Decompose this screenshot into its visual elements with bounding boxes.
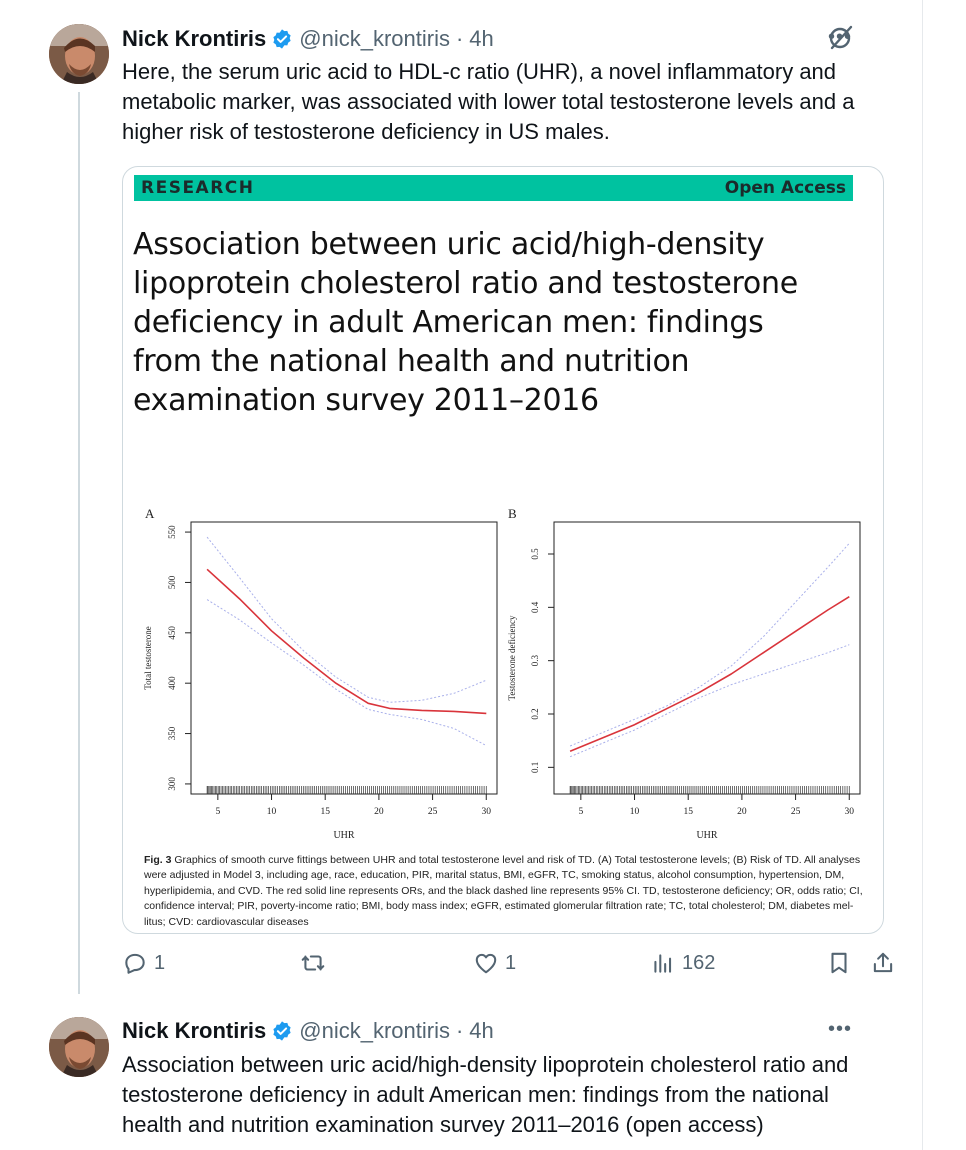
y-tick-label: 300 [167,777,177,791]
thread-connector [78,92,80,994]
y-tick-label: 0.5 [530,548,540,560]
x-tick-label: 15 [320,807,330,817]
paper-title-line: from the national health and nutrition [133,344,690,379]
panel-label: A [145,506,155,521]
y-tick-label: 500 [167,575,177,590]
x-axis-label: UHR [333,830,355,841]
repost-button[interactable] [300,950,332,976]
caption-line: hyperlipidemia, and CVD. The red solid line represents ORs, and the black dashed line represents 95% CI. TD, testosterone deficiency; OR, odds ratio; CI, [144,884,863,897]
x-tick-label: 10 [266,807,277,817]
verified-badge-icon [271,1020,293,1042]
separator-dot: · [455,1018,464,1043]
more-options-icon[interactable]: ••• [827,26,852,48]
x-tick-label: 30 [481,807,492,817]
journal-banner [134,175,853,201]
reply-button[interactable] [122,950,165,976]
tweet-time[interactable]: 4h [469,26,494,51]
paper-title-line: Association between uric acid/high-density [133,227,765,262]
verified-badge-icon [271,28,293,50]
y-tick-label: 400 [167,676,177,690]
views-button[interactable] [650,950,715,976]
caption-line: Graphics of smooth curve fittings between UHR and total testosterone level and risk of TD. (A) Total testosterone levels; (B) Risk of TD. All analyses [174,854,861,866]
tweet-actions [122,950,902,982]
caption-line: were adjusted in Model 3, including age, race, education, PIR, marital status, BMI, eGFR, TC, smoking status, alcohol consumption, hypertension, DM, [144,869,845,882]
y-tick-label: 0.4 [530,601,540,613]
estimate-line [570,597,849,752]
attached-image[interactable] [122,166,884,934]
y-tick-label: 0.1 [530,761,540,773]
more-options-icon[interactable]: ••• [827,1018,852,1040]
tweet-text [122,1050,902,1140]
repost-icon [300,950,326,976]
tweet-header [122,1016,494,1046]
tweet-text-line: higher risk of testosterone deficiency in US males. [122,119,610,144]
bookmark-icon [826,950,852,976]
x-tick-label: 25 [790,807,801,817]
author-name[interactable]: Nick Krontiris [122,1018,267,1043]
plot-frame [191,522,497,794]
like-button[interactable] [473,950,516,976]
x-tick-label: 20 [374,807,384,817]
y-tick-label: 0.2 [530,708,540,720]
paper-title-line: deficiency in adult American men: findings [133,305,764,340]
x-tick-label: 15 [683,807,693,817]
x-tick-label: 10 [629,807,640,817]
tweet-text-line: health and nutrition examination survey 2011–2016 (open access) [122,1112,764,1137]
author-handle[interactable]: @nick_krontiris [299,26,450,51]
x-tick-label: 5 [578,807,584,817]
tweet-header [122,24,494,54]
tweet-text [122,57,902,147]
reply-icon [122,950,148,976]
y-tick-label: 0.3 [530,655,540,667]
view-count: 162 [682,951,716,974]
tweet-time[interactable]: 4h [469,1018,494,1043]
share-button[interactable] [870,950,896,976]
y-axis-label: Total testosterone [143,626,153,690]
x-tick-label: 5 [215,807,221,817]
y-axis-label: Testosterone deficiency [507,615,517,701]
figure-caption [144,853,864,930]
banner-research-label: RESEARCH [141,178,255,198]
tweet-text-line: testosterone deficiency in adult American men: findings from the national [122,1082,829,1107]
bookmark-button[interactable] [826,950,852,976]
ci-upper-line [207,537,486,702]
paper-title [133,225,853,420]
analytics-icon [650,950,676,976]
x-axis-label: UHR [696,830,718,841]
tweet-text-line: Here, the serum uric acid to HDL-c ratio (UHR), a novel inflammatory and [122,59,837,84]
x-tick-label: 25 [427,807,438,817]
paper-title-line: examination survey 2011–2016 [133,383,599,418]
caption-line: confidence interval; PIR, poverty-income ratio; BMI, body mass index; eGFR, estimated glomerular filtration rate; TC, total cholesterol; DM, diabetes mel- [144,900,854,913]
caption-label: Fig. 3 [144,854,172,866]
tweet-text-line: metabolic marker, was associated with lower total testosterone levels and a [122,89,855,114]
ci-lower-line [207,600,486,746]
author-handle[interactable]: @nick_krontiris [299,1018,450,1043]
y-tick-label: 350 [167,726,177,741]
share-icon [870,950,896,976]
y-tick-label: 450 [167,626,177,640]
banner-open-access-label: Open Access [724,178,846,198]
ci-lower-line [570,645,849,757]
x-tick-label: 20 [737,807,747,817]
caption-line: litus; CVD: cardiovascular diseases [144,915,309,928]
heart-icon [473,950,499,976]
author-name[interactable]: Nick Krontiris [122,26,267,51]
author-avatar[interactable] [49,1017,109,1077]
tweet-text-line: Association between uric acid/high-density lipoprotein cholesterol ratio and [122,1052,849,1077]
reply-count: 1 [154,951,166,974]
author-avatar[interactable] [49,24,109,84]
figure-3-chart [131,502,871,847]
ci-upper-line [570,543,849,746]
x-tick-label: 30 [844,807,855,817]
like-count: 1 [505,951,517,974]
plot-frame [554,522,860,794]
paper-title-line: lipoprotein cholesterol ratio and testosterone [133,266,798,301]
estimate-line [207,569,486,713]
y-tick-label: 550 [167,525,177,539]
separator-dot: · [455,26,464,51]
panel-label: B [508,506,517,521]
